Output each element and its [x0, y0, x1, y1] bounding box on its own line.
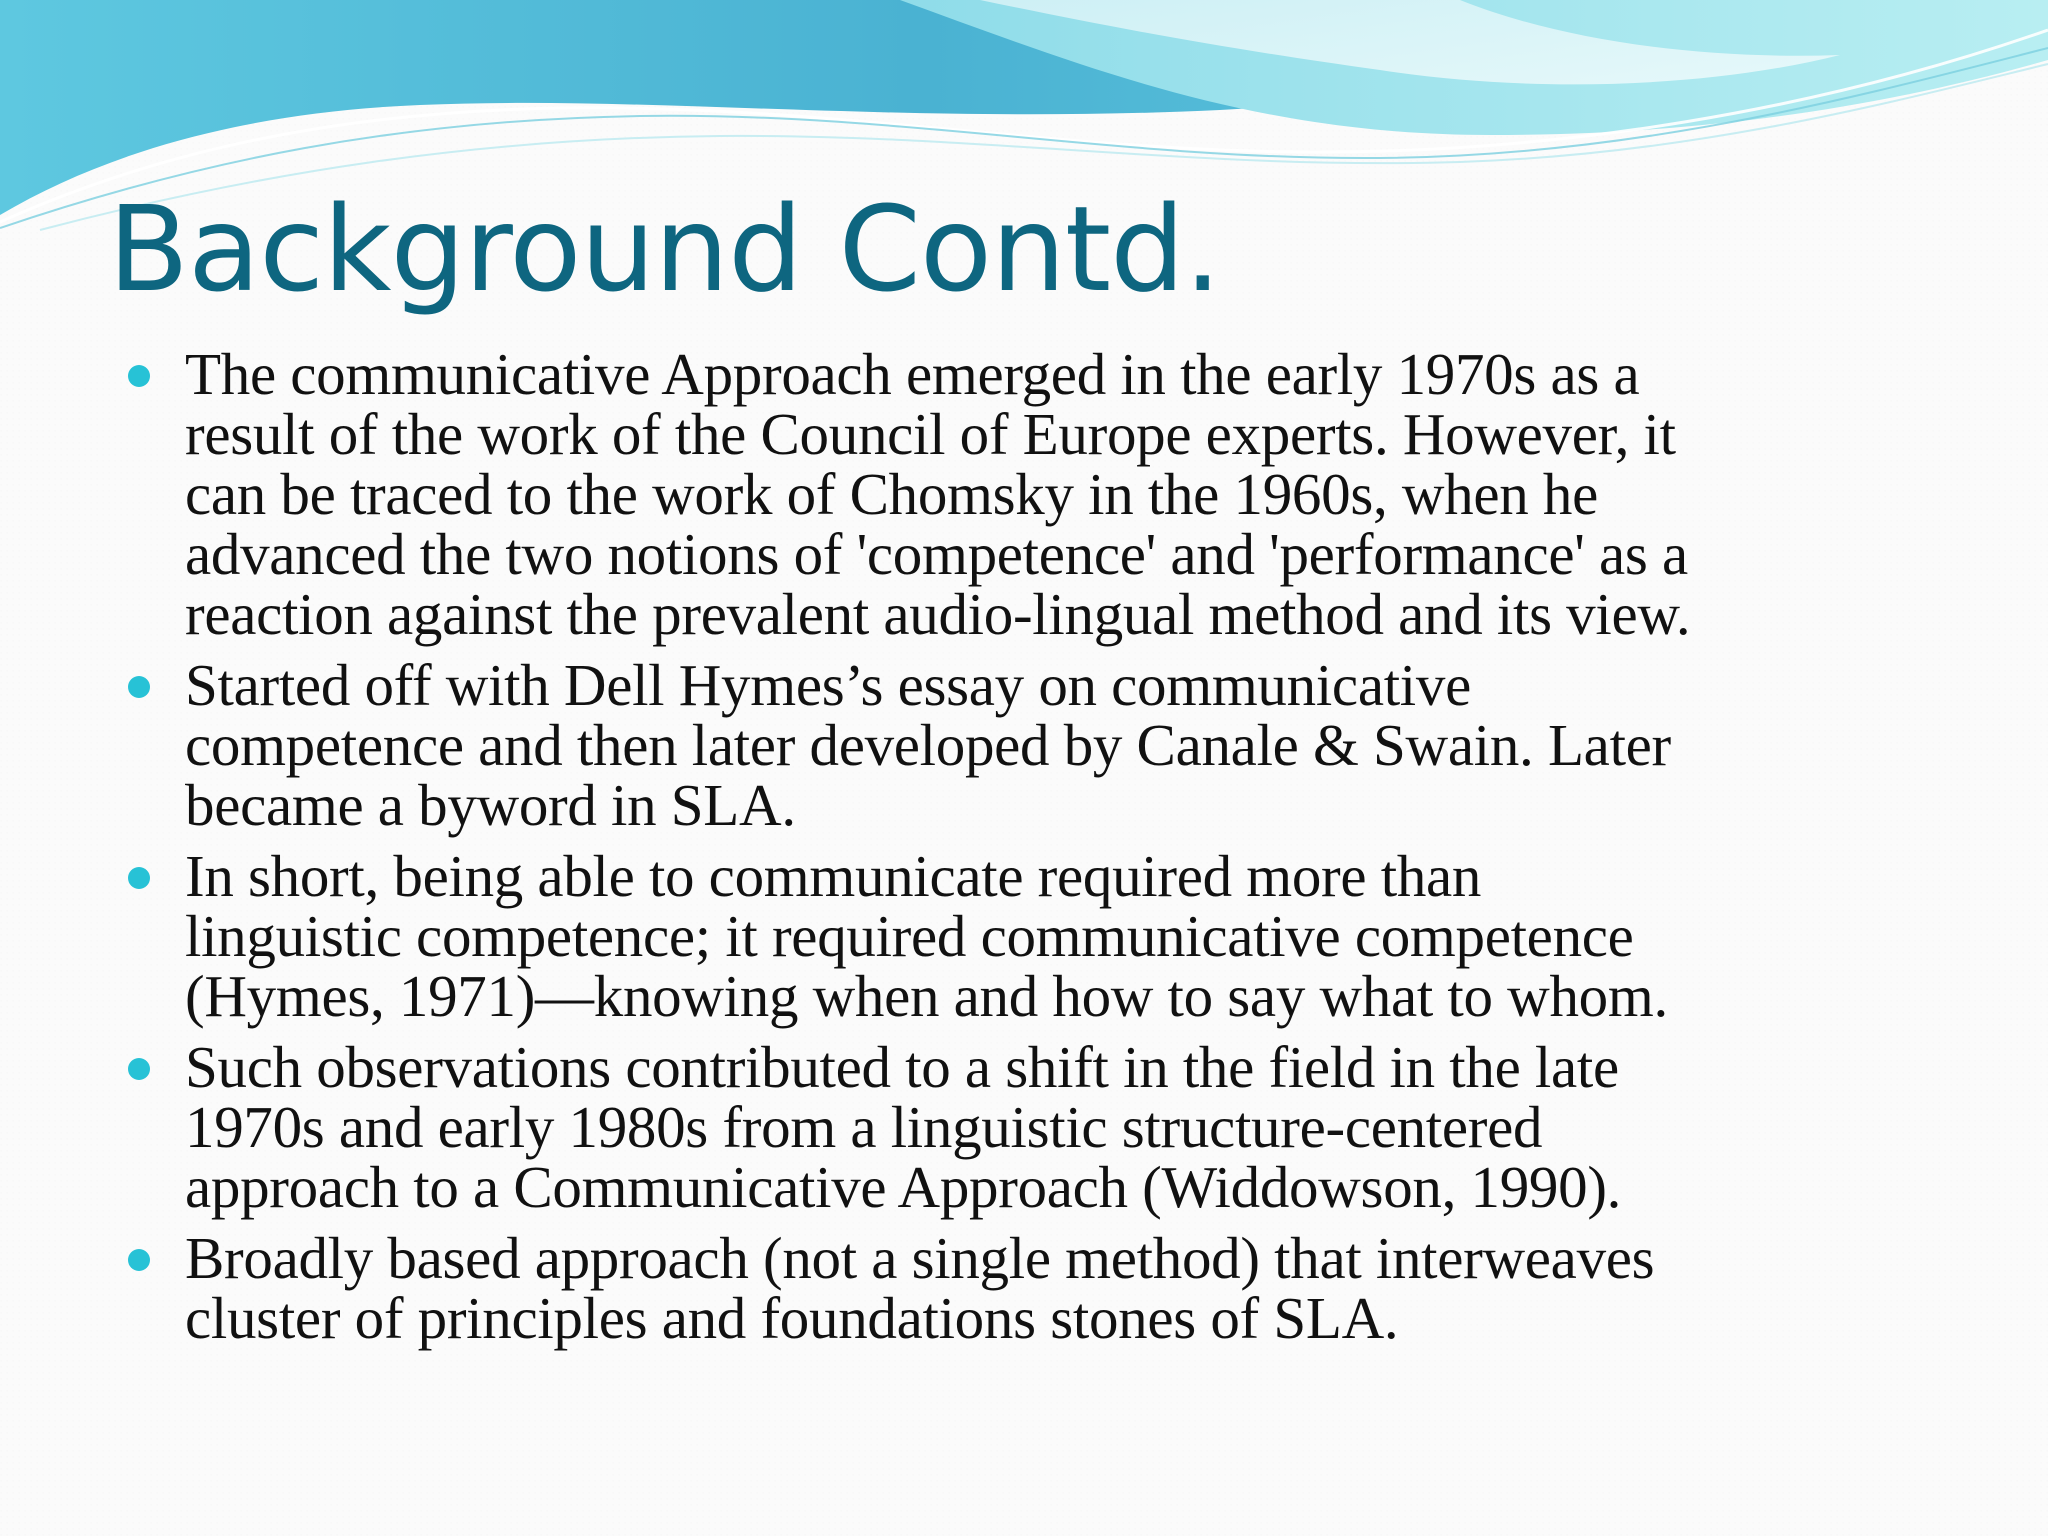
slide-title: Background Contd.: [108, 180, 1221, 318]
bullet-line: reaction against the prevalent audio-lingual method and its view.: [185, 581, 1691, 647]
filled-circle-bullet-icon: [128, 1058, 150, 1080]
bullet-line: Such observations contributed to a shift in the field in the late: [185, 1034, 1619, 1100]
bullet-item: [128, 341, 1928, 647]
filled-circle-bullet-icon: [128, 867, 150, 889]
bullet-list: [128, 341, 1928, 1359]
filled-circle-bullet-icon: [128, 1249, 150, 1271]
bullet-line: 1970s and early 1980s from a linguistic structure-centered: [185, 1094, 1543, 1160]
bullet-line: cluster of principles and foundations stones of SLA.: [185, 1285, 1399, 1351]
filled-circle-bullet-icon: [128, 676, 150, 698]
bullet-line: advanced the two notions of 'competence' and 'performance' as a: [185, 521, 1688, 587]
bullet-line: Started off with Dell Hymes’s essay on communicative: [185, 652, 1471, 718]
bullet-line: Broadly based approach (not a single method) that interweaves: [185, 1225, 1655, 1291]
bullet-item: [128, 1034, 1928, 1220]
bullet-line: linguistic competence; it required communicative competence: [185, 903, 1634, 969]
filled-circle-bullet-icon: [128, 365, 150, 387]
bullet-line: The communicative Approach emerged in the early 1970s as a: [185, 341, 1640, 407]
bullet-line: can be traced to the work of Chomsky in the 1960s, when he: [185, 461, 1599, 527]
bullet-item: [128, 652, 1928, 838]
bullet-item: [128, 843, 1928, 1029]
bullet-item: [128, 1225, 1928, 1351]
bullet-line: result of the work of the Council of Europe experts. However, it: [185, 401, 1676, 467]
bullet-line: (Hymes, 1971)—knowing when and how to say what to whom.: [185, 963, 1668, 1029]
bullet-line: In short, being able to communicate required more than: [185, 843, 1482, 909]
bullet-line: approach to a Communicative Approach (Widdowson, 1990).: [185, 1154, 1622, 1220]
bullet-line: became a byword in SLA.: [185, 772, 796, 838]
bullet-line: competence and then later developed by Canale & Swain. Later: [185, 712, 1671, 778]
